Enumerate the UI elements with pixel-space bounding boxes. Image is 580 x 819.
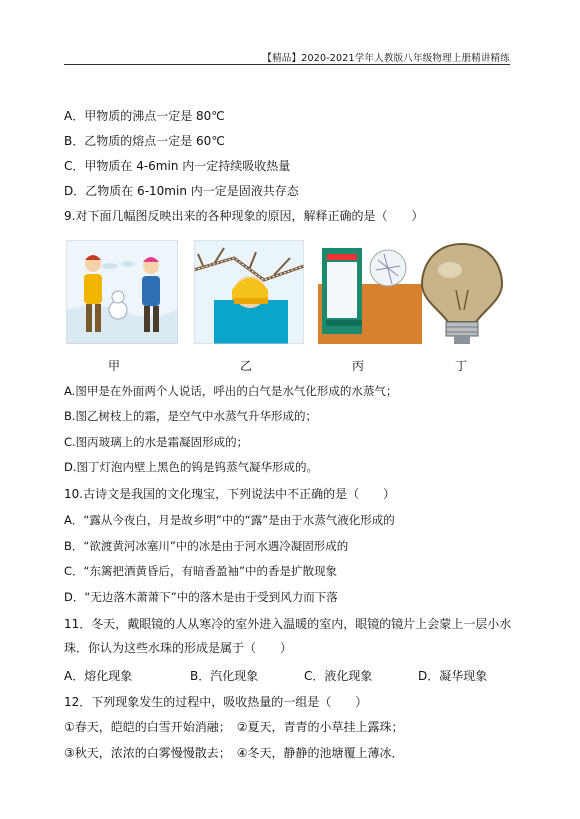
figure-yi-illustration — [194, 240, 304, 344]
q8-option-d: D．乙物质在 6-10min 内一定是固液共存态 — [64, 184, 299, 198]
q11-option-a: A．熔化现象 — [64, 669, 133, 683]
figure-caption-jia: 甲 — [108, 359, 121, 373]
figure-bing-illustration — [318, 240, 422, 344]
figure-caption-ding: 丁 — [455, 359, 468, 373]
q10-stem: 10.古诗文是我国的文化瑰宝，下列说法中不正确的是（ ） — [64, 487, 396, 501]
q11-option-b: B．汽化现象 — [190, 669, 259, 683]
page-header: 【精品】2020-2021学年人教版八年级物理上册精讲精练 — [262, 53, 510, 64]
q12-stem: 12．下列现象发生的过程中，吸收热量的一组是（ ） — [64, 695, 368, 709]
q8-option-c: C．甲物质在 4-6min 内一定持续吸收热量 — [64, 159, 291, 173]
q9-option-d: D.图丁灯泡内壁上黑色的钨是钨蒸气凝华形成的。 — [64, 460, 319, 474]
figure-ding-illustration — [414, 240, 510, 348]
figure-caption-bing: 丙 — [352, 359, 365, 373]
header-rule — [64, 64, 510, 65]
q9-option-b: B.图乙树枝上的霜，是空气中水蒸气升华形成的； — [64, 409, 318, 423]
q12-line1: ①春天，皑皑的白雪开始消融； ②夏天，青青的小草挂上露珠； — [64, 720, 404, 734]
figure-caption-yi: 乙 — [240, 359, 253, 373]
q10-option-c: C．“东篱把酒黄昏后，有暗香盈袖”中的香是扩散现象 — [64, 564, 337, 578]
q11-option-c: C．液化现象 — [304, 669, 373, 683]
q10-option-d: D．“无边落木萧萧下”中的落木是由于受到风力而下落 — [64, 590, 338, 604]
q9-option-c: C.图丙玻璃上的水是霜凝固形成的； — [64, 435, 249, 449]
q11-stem-line1: 11．冬天，戴眼镜的人从寒冷的室外进入温暖的室内，眼镜的镜片上会蒙上一层小水 — [64, 617, 512, 631]
q8-option-b: B．乙物质的熔点一定是 60℃ — [64, 134, 225, 148]
q9-figures — [64, 240, 510, 360]
q11-option-d: D．凝华现象 — [418, 669, 488, 683]
q12-line2: ③秋天，浓浓的白雾慢慢散去； ④冬天，静静的池塘覆上薄冰． — [64, 746, 404, 760]
q11-stem-line2: 珠．你认为这些水珠的形成是属于（ ） — [64, 641, 293, 655]
q10-option-a: A．“露从今夜白，月是故乡明”中的“露”是由于水蒸气液化形成的 — [64, 513, 395, 527]
q9-option-a: A.图甲是在外面两个人说话，呼出的白气是水气化形成的水蒸气； — [64, 384, 398, 398]
figure-jia-illustration — [66, 240, 178, 344]
q10-option-b: B．“欲渡黄河冰塞川”中的冰是由于河水遇冷凝固形成的 — [64, 539, 349, 553]
q9-stem: 9.对下面几幅图反映出来的各种现象的原因，解释正确的是（ ） — [64, 209, 424, 223]
q8-option-a: A．甲物质的沸点一定是 80℃ — [64, 109, 225, 123]
